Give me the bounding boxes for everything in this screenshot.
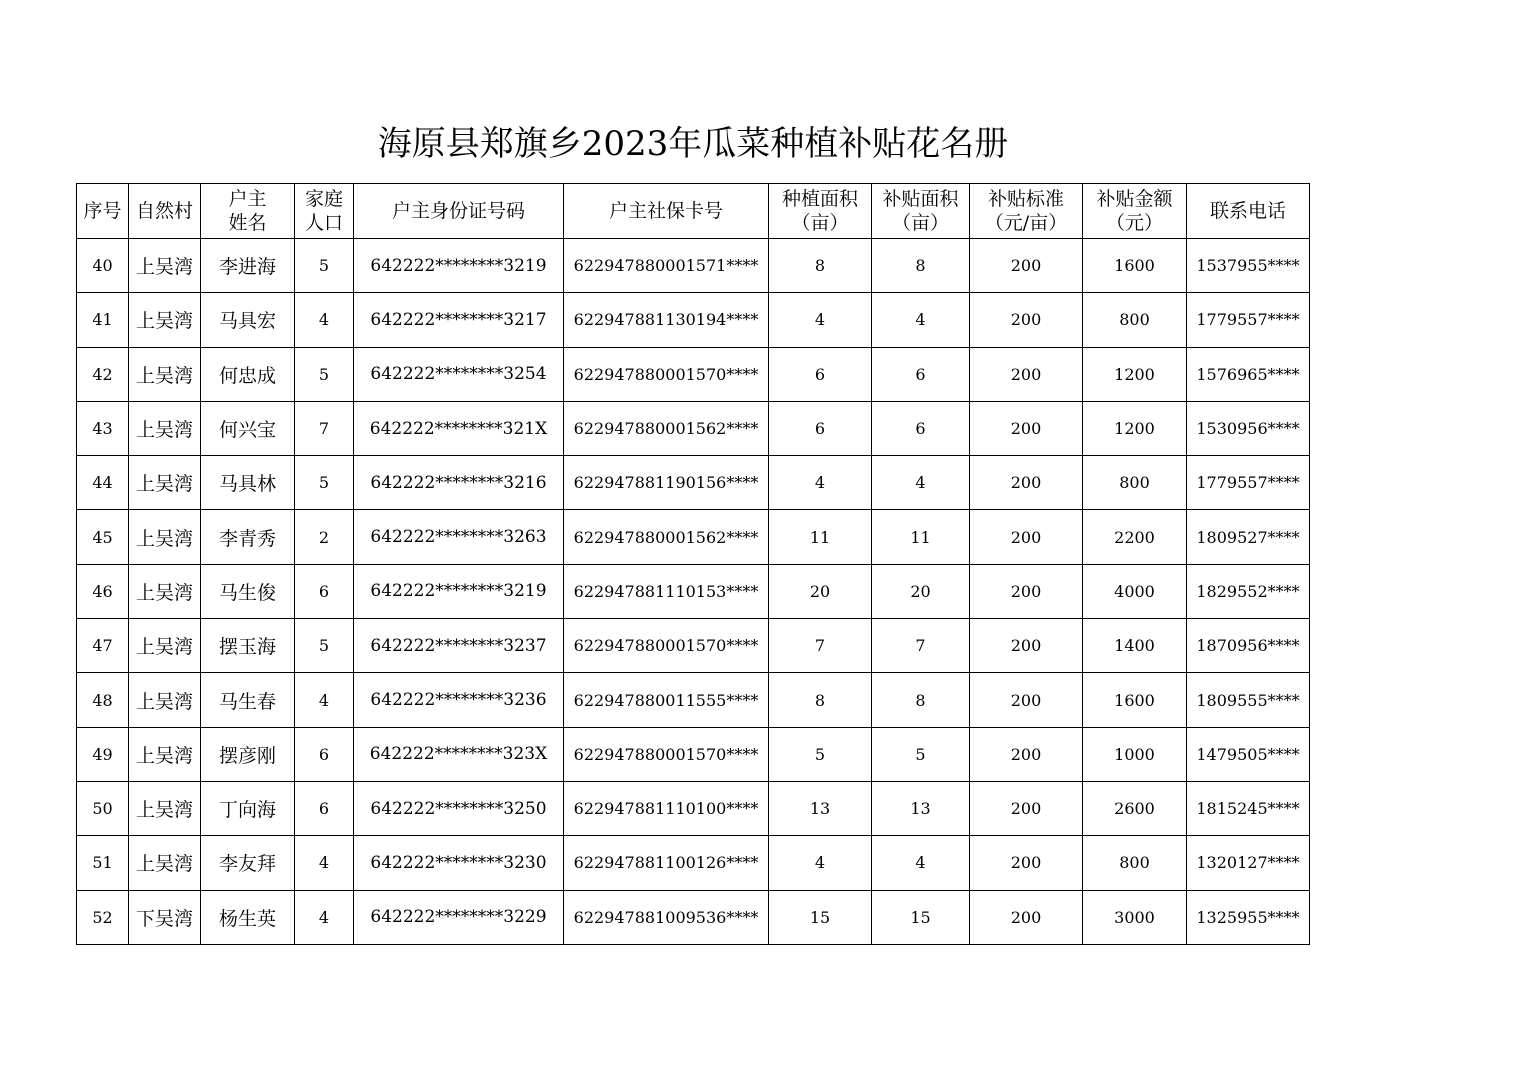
- cell-social-card: 622947880001570****: [564, 619, 769, 673]
- header-standard: 补贴标准 （元/亩）: [970, 184, 1083, 239]
- cell-name: 马具林: [201, 456, 295, 510]
- header-plant-area: 种植面积 （亩）: [769, 184, 872, 239]
- cell-standard: 200: [970, 781, 1083, 835]
- cell-subsidy-area: 11: [872, 510, 970, 564]
- cell-village: 上吴湾: [129, 781, 201, 835]
- cell-standard: 200: [970, 239, 1083, 293]
- cell-name: 丁向海: [201, 781, 295, 835]
- cell-amount: 1000: [1083, 727, 1187, 781]
- cell-id-number: 642222********3229: [354, 890, 564, 944]
- cell-social-card: 622947881009536****: [564, 890, 769, 944]
- document-title: 海原县郑旗乡2023年瓜菜种植补贴花名册: [377, 124, 1009, 164]
- cell-subsidy-area: 8: [872, 239, 970, 293]
- cell-plant-area: 20: [769, 564, 872, 618]
- table-row: [77, 836, 1310, 890]
- cell-name: 李友拜: [201, 836, 295, 890]
- cell-standard: 200: [970, 564, 1083, 618]
- cell-name: 李青秀: [201, 510, 295, 564]
- cell-amount: 800: [1083, 293, 1187, 347]
- cell-id-number: 642222********3219: [354, 564, 564, 618]
- cell-village: 上吴湾: [129, 619, 201, 673]
- table-row: [77, 347, 1310, 401]
- cell-social-card: 622947880011555****: [564, 673, 769, 727]
- cell-household: 4: [295, 293, 354, 347]
- cell-village: 上吴湾: [129, 347, 201, 401]
- cell-amount: 1200: [1083, 347, 1187, 401]
- cell-phone: 1870956****: [1187, 619, 1310, 673]
- cell-subsidy-area: 8: [872, 673, 970, 727]
- cell-plant-area: 15: [769, 890, 872, 944]
- cell-id-number: 642222********3254: [354, 347, 564, 401]
- table-row: [77, 564, 1310, 618]
- cell-household: 7: [295, 401, 354, 455]
- cell-plant-area: 6: [769, 401, 872, 455]
- cell-household: 2: [295, 510, 354, 564]
- cell-social-card: 622947881130194****: [564, 293, 769, 347]
- cell-standard: 200: [970, 456, 1083, 510]
- header-village: 自然村: [129, 184, 201, 239]
- cell-phone: 1530956****: [1187, 401, 1310, 455]
- cell-amount: 1600: [1083, 239, 1187, 293]
- cell-plant-area: 6: [769, 347, 872, 401]
- cell-phone: 1537955****: [1187, 239, 1310, 293]
- table-row: [77, 239, 1310, 293]
- cell-standard: 200: [970, 727, 1083, 781]
- cell-standard: 200: [970, 619, 1083, 673]
- cell-amount: 1200: [1083, 401, 1187, 455]
- cell-amount: 1400: [1083, 619, 1187, 673]
- cell-standard: 200: [970, 510, 1083, 564]
- cell-village: 上吴湾: [129, 239, 201, 293]
- cell-phone: 1479505****: [1187, 727, 1310, 781]
- cell-plant-area: 4: [769, 293, 872, 347]
- cell-phone: 1815245****: [1187, 781, 1310, 835]
- header-phone: 联系电话: [1187, 184, 1310, 239]
- cell-village: 上吴湾: [129, 510, 201, 564]
- cell-household: 5: [295, 347, 354, 401]
- cell-name: 何兴宝: [201, 401, 295, 455]
- cell-social-card: 622947881190156****: [564, 456, 769, 510]
- cell-id-number: 642222********3216: [354, 456, 564, 510]
- cell-standard: 200: [970, 401, 1083, 455]
- cell-id-number: 642222********3230: [354, 836, 564, 890]
- table-row: [77, 781, 1310, 835]
- cell-social-card: 622947881110100****: [564, 781, 769, 835]
- cell-seq: 47: [77, 619, 129, 673]
- cell-amount: 2200: [1083, 510, 1187, 564]
- cell-subsidy-area: 6: [872, 347, 970, 401]
- cell-subsidy-area: 13: [872, 781, 970, 835]
- cell-id-number: 642222********3219: [354, 239, 564, 293]
- table-body: [77, 239, 1310, 945]
- cell-village: 上吴湾: [129, 836, 201, 890]
- cell-social-card: 622947881110153****: [564, 564, 769, 618]
- cell-amount: 3000: [1083, 890, 1187, 944]
- cell-amount: 800: [1083, 456, 1187, 510]
- cell-seq: 52: [77, 890, 129, 944]
- table-row: [77, 510, 1310, 564]
- cell-social-card: 622947881100126****: [564, 836, 769, 890]
- cell-household: 5: [295, 456, 354, 510]
- cell-amount: 800: [1083, 836, 1187, 890]
- cell-amount: 2600: [1083, 781, 1187, 835]
- cell-village: 上吴湾: [129, 727, 201, 781]
- table-row: [77, 890, 1310, 944]
- cell-plant-area: 8: [769, 673, 872, 727]
- cell-seq: 48: [77, 673, 129, 727]
- cell-subsidy-area: 20: [872, 564, 970, 618]
- cell-subsidy-area: 4: [872, 836, 970, 890]
- table-row: [77, 401, 1310, 455]
- table-row: [77, 456, 1310, 510]
- cell-plant-area: 11: [769, 510, 872, 564]
- cell-standard: 200: [970, 890, 1083, 944]
- cell-id-number: 642222********3236: [354, 673, 564, 727]
- cell-name: 摆彦刚: [201, 727, 295, 781]
- header-amount: 补贴金额 （元）: [1083, 184, 1187, 239]
- cell-village: 上吴湾: [129, 293, 201, 347]
- cell-name: 马生俊: [201, 564, 295, 618]
- header-social-card: 户主社保卡号: [564, 184, 769, 239]
- cell-plant-area: 8: [769, 239, 872, 293]
- cell-id-number: 642222********3237: [354, 619, 564, 673]
- cell-subsidy-area: 4: [872, 456, 970, 510]
- header-household-size: 家庭 人口: [295, 184, 354, 239]
- cell-seq: 41: [77, 293, 129, 347]
- cell-phone: 1576965****: [1187, 347, 1310, 401]
- header-id-number: 户主身份证号码: [354, 184, 564, 239]
- cell-village: 上吴湾: [129, 401, 201, 455]
- cell-name: 何忠成: [201, 347, 295, 401]
- cell-name: 杨生英: [201, 890, 295, 944]
- cell-subsidy-area: 5: [872, 727, 970, 781]
- cell-household: 5: [295, 239, 354, 293]
- cell-phone: 1779557****: [1187, 293, 1310, 347]
- table-header: [77, 184, 1310, 239]
- cell-seq: 44: [77, 456, 129, 510]
- cell-plant-area: 13: [769, 781, 872, 835]
- cell-household: 6: [295, 564, 354, 618]
- cell-phone: 1779557****: [1187, 456, 1310, 510]
- cell-seq: 50: [77, 781, 129, 835]
- cell-plant-area: 4: [769, 836, 872, 890]
- cell-id-number: 642222********3263: [354, 510, 564, 564]
- header-seq: 序号: [77, 184, 129, 239]
- cell-seq: 42: [77, 347, 129, 401]
- cell-seq: 46: [77, 564, 129, 618]
- cell-social-card: 622947880001562****: [564, 401, 769, 455]
- cell-household: 4: [295, 890, 354, 944]
- cell-name: 马具宏: [201, 293, 295, 347]
- cell-plant-area: 5: [769, 727, 872, 781]
- cell-name: 马生春: [201, 673, 295, 727]
- cell-village: 上吴湾: [129, 564, 201, 618]
- cell-seq: 49: [77, 727, 129, 781]
- cell-amount: 4000: [1083, 564, 1187, 618]
- cell-social-card: 622947880001571****: [564, 239, 769, 293]
- cell-household: 6: [295, 781, 354, 835]
- cell-seq: 40: [77, 239, 129, 293]
- table-row: [77, 673, 1310, 727]
- cell-social-card: 622947880001562****: [564, 510, 769, 564]
- cell-subsidy-area: 6: [872, 401, 970, 455]
- cell-standard: 200: [970, 673, 1083, 727]
- header-subsidy-area: 补贴面积 （亩）: [872, 184, 970, 239]
- cell-standard: 200: [970, 347, 1083, 401]
- cell-household: 6: [295, 727, 354, 781]
- table-row: [77, 727, 1310, 781]
- cell-name: 摆玉海: [201, 619, 295, 673]
- subsidy-roster-table: [76, 183, 1310, 945]
- cell-seq: 45: [77, 510, 129, 564]
- cell-id-number: 642222********3250: [354, 781, 564, 835]
- cell-standard: 200: [970, 836, 1083, 890]
- cell-standard: 200: [970, 293, 1083, 347]
- cell-phone: 1320127****: [1187, 836, 1310, 890]
- cell-plant-area: 4: [769, 456, 872, 510]
- cell-subsidy-area: 4: [872, 293, 970, 347]
- cell-village: 下吴湾: [129, 890, 201, 944]
- cell-phone: 1809527****: [1187, 510, 1310, 564]
- cell-subsidy-area: 7: [872, 619, 970, 673]
- cell-id-number: 642222********3217: [354, 293, 564, 347]
- cell-social-card: 622947880001570****: [564, 347, 769, 401]
- table-row: [77, 619, 1310, 673]
- cell-village: 上吴湾: [129, 456, 201, 510]
- cell-phone: 1325955****: [1187, 890, 1310, 944]
- cell-seq: 51: [77, 836, 129, 890]
- cell-household: 4: [295, 673, 354, 727]
- cell-village: 上吴湾: [129, 673, 201, 727]
- cell-household: 4: [295, 836, 354, 890]
- table-row: [77, 293, 1310, 347]
- cell-phone: 1829552****: [1187, 564, 1310, 618]
- header-name: 户主 姓名: [201, 184, 295, 239]
- cell-id-number: 642222********321X: [354, 401, 564, 455]
- cell-household: 5: [295, 619, 354, 673]
- cell-social-card: 622947880001570****: [564, 727, 769, 781]
- cell-seq: 43: [77, 401, 129, 455]
- cell-amount: 1600: [1083, 673, 1187, 727]
- cell-id-number: 642222********323X: [354, 727, 564, 781]
- cell-subsidy-area: 15: [872, 890, 970, 944]
- cell-plant-area: 7: [769, 619, 872, 673]
- cell-phone: 1809555****: [1187, 673, 1310, 727]
- header-row: [77, 184, 1310, 239]
- cell-name: 李进海: [201, 239, 295, 293]
